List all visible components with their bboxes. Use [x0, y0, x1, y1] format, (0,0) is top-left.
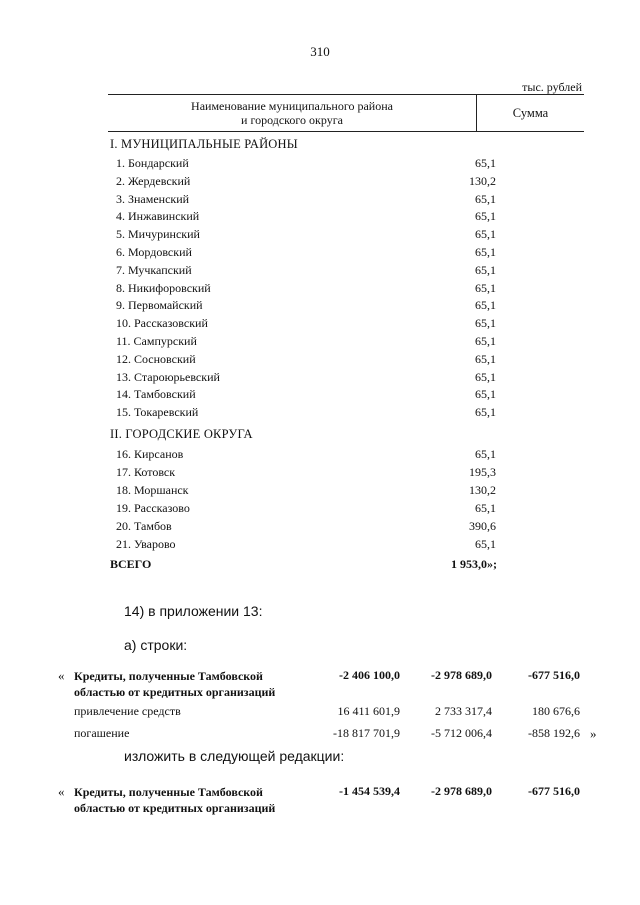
paragraph-a: а) строки:: [124, 637, 188, 653]
table-row-value: 65,1: [475, 156, 496, 170]
attract-value-3: 180 676,6: [532, 704, 580, 718]
table-row-name: 21. Уварово: [116, 537, 176, 551]
table-row-name: 6. Мордовский: [116, 245, 192, 259]
table-row-value: 130,2: [469, 483, 496, 497]
table-row-name: 1. Бондарский: [116, 156, 189, 170]
credit-title-line2: областью от кредитных организаций: [74, 685, 276, 699]
table-row-name: 11. Сампурский: [116, 334, 197, 348]
attract-value-1: 16 411 601,9: [337, 704, 400, 718]
table-header: [108, 94, 584, 132]
close-quote: »: [590, 726, 597, 741]
open-quote-new: «: [58, 784, 65, 799]
new-credit-value-2: -2 978 689,0: [431, 784, 492, 798]
table-row-value: 65,1: [475, 334, 496, 348]
old-credit-value-1: -2 406 100,0: [339, 668, 400, 682]
table-row-name: 8. Никифоровский: [116, 280, 211, 295]
credit-title-new-line1: Кредиты, полученные Тамбовской: [74, 785, 263, 799]
repay-value-3: -858 192,6: [528, 726, 580, 740]
table-row-name: 18. Моршанск: [116, 483, 189, 497]
repay-value-1: -18 817 701,9: [333, 726, 400, 740]
credit-title-line1: Кредиты, полученные Тамбовской: [74, 669, 263, 683]
old-credit-value-3: -677 516,0: [528, 668, 580, 682]
table-row-name: 12. Сосновский: [116, 351, 196, 366]
units-label: тыс. рублей: [522, 80, 582, 94]
table-row-value: 195,3: [469, 465, 496, 479]
total-label: ВСЕГО: [110, 557, 152, 571]
table-row-name: 3. Знаменский: [116, 191, 190, 206]
table-row-value: 65,1: [475, 447, 496, 461]
table-row-name: 5. Мичуринский: [116, 227, 200, 242]
open-quote: «: [58, 668, 65, 683]
table-row-name: 10. Рассказовский: [116, 316, 208, 331]
section-city-districts: II. ГОРОДСКИЕ ОКРУГА: [110, 427, 253, 441]
table-row-value: 65,1: [475, 245, 496, 259]
table-row-name: 19. Рассказово: [116, 501, 190, 515]
table-row-value: 65,1: [475, 369, 496, 384]
repay-label: погашение: [74, 726, 130, 740]
table-row-value: 390,6: [469, 519, 496, 533]
table-row-name: 16. Кирсанов: [116, 447, 184, 461]
attract-value-2: 2 733 317,4: [435, 704, 492, 718]
table-row-name: 4. Инжавинский: [116, 209, 200, 224]
table-row-value: 65,1: [475, 405, 496, 420]
header-name-column: [108, 95, 477, 131]
repay-value-2: -5 712 006,4: [431, 726, 492, 740]
table-row-value: 65,1: [475, 537, 496, 551]
table-row-name: 15. Токаревский: [116, 405, 199, 420]
total-row: [451, 557, 497, 572]
table-row-name: 9. Первомайский: [116, 298, 203, 313]
table-row-value: 65,1: [475, 209, 496, 224]
header-name-line1: Наименование муниципального района: [191, 99, 393, 113]
table-row-value: 65,1: [475, 227, 496, 242]
new-credit-value-3: -677 516,0: [528, 784, 580, 798]
table-row-value: 65,1: [475, 316, 496, 331]
table-row-value: 65,1: [475, 280, 496, 295]
restate-text: изложить в следующей редакции:: [124, 748, 345, 764]
table-row-name: 17. Котовск: [116, 465, 176, 479]
credit-title-new: [74, 784, 314, 816]
page-number: 310: [310, 44, 330, 59]
table-row-name: 7. Мучкапский: [116, 262, 192, 277]
credit-title-new-line2: областью от кредитных организаций: [74, 801, 276, 815]
credit-title-old: [74, 668, 314, 700]
table-row-value: 65,1: [475, 191, 496, 206]
old-credit-value-2: -2 978 689,0: [431, 668, 492, 682]
paragraph-14: 14) в приложении 13:: [124, 603, 263, 619]
table-row-name: 14. Тамбовский: [116, 387, 196, 402]
table-row-value: 65,1: [475, 298, 496, 313]
section-municipal-districts: I. МУНИЦИПАЛЬНЫЕ РАЙОНЫ: [110, 137, 298, 151]
table-row-name: 13. Староюрьевский: [116, 369, 220, 384]
table-row-value: 65,1: [475, 501, 496, 515]
table-row-name: 20. Тамбов: [116, 519, 172, 533]
new-credit-value-1: -1 454 539,4: [339, 784, 400, 798]
table-row-value: 65,1: [475, 351, 496, 366]
table-row-value: 65,1: [475, 262, 496, 277]
table-row-value: 130,2: [469, 173, 496, 188]
table-row-value: 65,1: [475, 387, 496, 402]
header-name-line2: и городского округа: [241, 113, 343, 127]
attract-label: привлечение средств: [74, 704, 181, 718]
total-value: 1 953,0: [451, 557, 487, 571]
total-suffix: »;: [487, 557, 497, 571]
header-sum-column: Сумма: [512, 105, 549, 120]
table-row-name: 2. Жердевский: [116, 173, 191, 188]
